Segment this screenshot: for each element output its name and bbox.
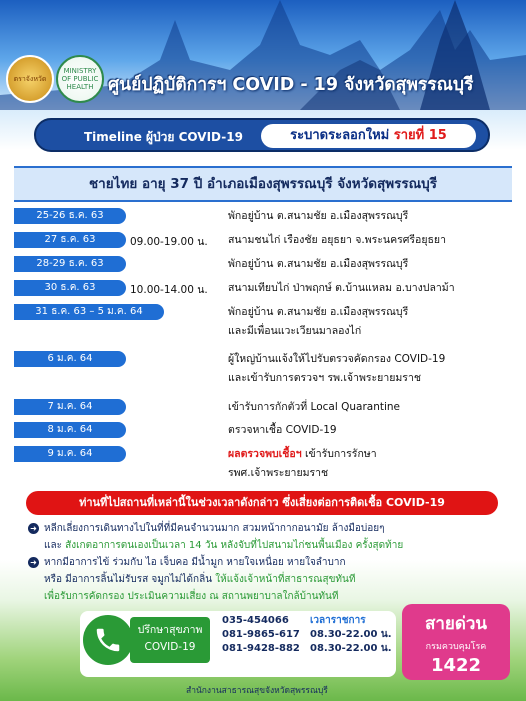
timeline-place: สนามชนไก่ เรืองชัย อยุธยา จ.พระนครศรีอยุธยา [228,234,446,246]
banner-left-text: Timeline ผู้ป่วย COVID-19 [84,130,243,144]
hotline-number: 1422 [430,655,482,676]
timeline-place: ตรวจหาเชื้อ COVID-19 [228,424,337,436]
arrow-bullet-icon: ➜ [28,523,39,534]
phone-number[interactable]: 081-9865-617 [222,629,300,640]
advice-text: หากมีอาการไข้ ร่วมกับ ไอ เจ็บคอ มีน้ำมูก หายใจเหนื่อย หายใจลำบาก [44,557,346,568]
ministry-public-health-logo [56,55,104,103]
timeline-place: สนามเทียบไก่ ป่าพฤกษ์ ต.บ้านแหลม อ.บางปลาม้า [228,282,455,294]
timeline-place: เข้ารับการกักตัวที่ Local Quarantine [228,401,401,413]
phone-icon [80,612,136,668]
timeline-date: 6 ม.ค. 64 [14,351,126,367]
advice-text: และ [44,540,66,551]
hotline-badge[interactable] [402,604,510,680]
timeline-date: 8 ม.ค. 64 [14,422,126,438]
phone-number[interactable]: 081-9428-882 [222,643,300,654]
health-consult-label [130,617,210,663]
advice-line [28,571,518,588]
test-result-text: ผลตรวจพบเชื้อฯ [228,448,302,460]
phone-numbers [222,614,300,656]
office-hours [310,614,392,656]
timeline-place [228,446,377,463]
advice-text: หลีกเลี่ยงการเดินทางไปในที่ที่มีคนจำนวนมาก สวมหน้ากากอนามัย ล้างมือบ่อยๆ [44,523,385,534]
office-hours-line: 08.30-22.00 น. [310,643,392,654]
timeline-date: 28-29 ธ.ค. 63 [14,256,126,272]
timeline-place-line2: และมีเพื่อนแวะเวียนมาลองไก่ [228,325,362,337]
timeline-place: พักอยู่บ้าน ต.สนามชัย อ.เมืองสุพรรณบุรี [228,306,409,318]
page-title: ศูนย์ปฏิบัติการฯ COVID - 19 จังหวัดสุพรรณบุรี [108,75,474,95]
ministry-logo-label: MINISTRY OF PUBLIC HEALTH [61,67,99,91]
advice-section [28,520,518,605]
advice-line [28,537,518,554]
case-number-badge [261,124,476,148]
case-number: รายที่ 15 [393,128,447,143]
timeline-date: 7 ม.ค. 64 [14,399,126,415]
hotline-title: สายด่วน [424,614,488,634]
case-wave-label: ระบาดระลอกใหม่ [290,128,394,143]
arrow-bullet-icon: ➜ [28,557,39,568]
consult-line2: COVID-19 [144,641,196,653]
advice-line [28,554,518,571]
advice-line: เพื่อรับการคัดกรอง ประเมินความเสี่ยง ณ สถานพยาบาลใกล้บ้านทันที [44,591,339,602]
timeline-time: 09.00-19.00 น. [130,236,208,248]
office-hours-title: เวลาราชการ [310,615,366,626]
timeline-date: 30 ธ.ค. 63 [14,280,126,296]
advice-text: หรือ มีอาการลิ้นไม่รับรส จมูกไม่ได้กลิ่น [44,574,216,585]
office-hours-line: 08.30-22.00 น. [310,629,392,640]
timeline-time: 10.00-14.00 น. [130,284,208,296]
timeline-date: 25-26 ธ.ค. 63 [14,208,126,224]
consult-line1: ปรึกษาสุขภาพ [137,624,203,636]
timeline-date: 9 ม.ค. 64 [14,446,126,462]
timeline-banner [34,118,490,152]
timeline-date: 31 ธ.ค. 63 – 5 ม.ค. 64 [14,304,164,320]
timeline-place-line2: รพศ.เจ้าพระยายมราช [228,467,329,479]
office-name: สำนักงานสาธารณสุขจังหวัดสุพรรณบุรี [186,686,328,696]
advice-text-highlight: ให้แจ้งเจ้าหน้าที่สาธารณสุขทันที [215,574,356,585]
province-seal-label: ตราจังหวัด [13,74,47,83]
hotline-department: กรมควบคุมโรค [425,642,487,652]
timeline-date: 27 ธ.ค. 63 [14,232,126,248]
risk-warning-banner: ท่านที่ไปสถานที่เหล่านี้ในช่วงเวลาดังกล่าว ซึ่งเสี่ยงต่อการติดเชื้อ COVID-19 [26,491,498,515]
advice-text-highlight: สังเกตอาการตนเองเป็นเวลา 14 วัน หลังจับที่ไปสนามไก่ชนพื้นเมือง ครั้งสุดท้าย [65,540,404,551]
timeline-place: พักอยู่บ้าน ต.สนามชัย อ.เมืองสุพรรณบุรี [228,258,409,270]
phone-number[interactable]: 035-454066 [222,615,289,626]
timeline-place-line2: และเข้ารับการตรวจฯ รพ.เจ้าพระยายมราช [228,372,421,384]
treatment-text: เข้ารับการรักษา [301,448,377,460]
province-seal-logo [6,55,54,103]
patient-info: ชายไทย อายุ 37 ปี อำเภอเมืองสุพรรณบุรี จังหวัดสุพรรณบุรี [14,166,512,202]
timeline-place: พักอยู่บ้าน ต.สนามชัย อ.เมืองสุพรรณบุรี [228,210,409,222]
advice-line [28,520,518,537]
timeline-place: ผู้ใหญ่บ้านแจ้งให้ไปรับตรวจคัดกรอง COVID-19 [228,353,446,365]
